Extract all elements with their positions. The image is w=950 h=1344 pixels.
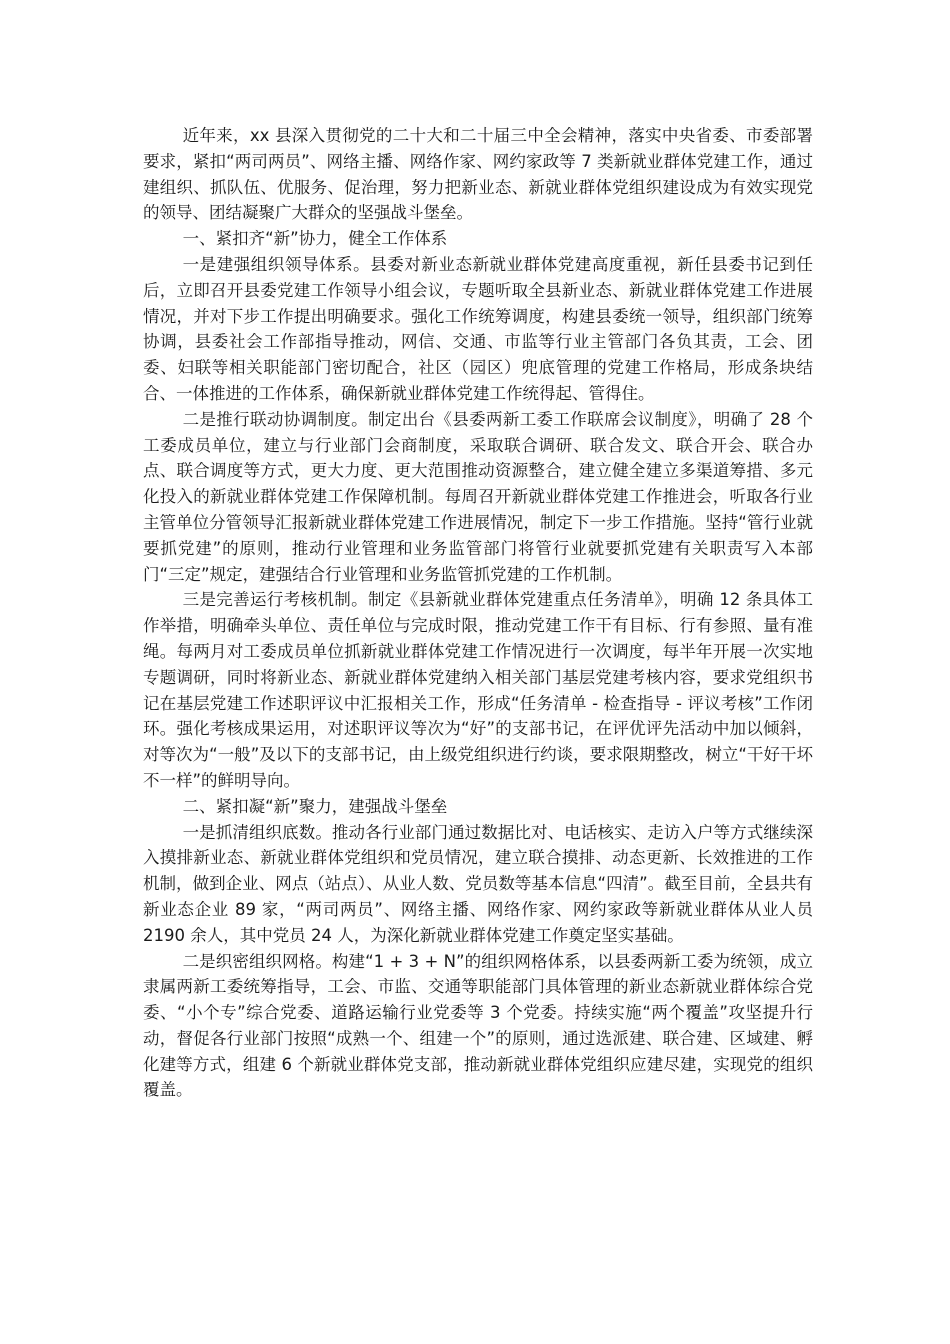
intro-paragraph: 近年来，xx 县深入贯彻党的二十大和二十届三中全会精神，落实中央省委、市委部署要求，紧扣“两司两员”、网络主播、网络作家、网约家政等 7 类新就业群体党建工作，通过建组织、抓队伍、优服务、促治理，努力把新业态、新就业群体党组织建设成为有效实现党的领导、团结凝聚广大群众的坚强战斗堡垒。 [143,126,813,223]
body-paragraph: 一是抓清组织底数。推动各行业部门通过数据比对、电话核实、走访入户等方式继续深入摸排新业态、新就业群体党组织和党员情况，建立联合摸排、动态更新、长效推进的工作机制，做到企业、网点（站点）、从业人数、党员数等基本信息“四清”。截至目前，全县共有新业态企业 89 家，“两司两员”、网络主播、网络作家、网约家政等新就业群体从业人员 2190 余人，其中党员 24 人，为深化新就业群体党建工作奠定坚实基础。 [143,822,813,945]
body-paragraph: 一是建强组织领导体系。县委对新业态新就业群体党建高度重视，新任县委书记到任后，立即召开县委党建工作领导小组会议，专题听取全县新业态、新就业群体党建工作进展情况，并对下步工作提出明确要求。强化工作统筹调度，构建县委统一领导，组织部门统筹协调，县委社会工作部指导推动，网信、交通、市监等行业主管部门各负其责，工会、团委、妇联等相关职能部门密切配合，社区（园区）兜底管理的党建工作格局，形成条块结合、一体推进的工作体系，确保新就业群体党建工作统得起、管得住。 [143,254,813,403]
body-paragraph: 二是织密组织网格。构建“1 + 3 + N”的组织网格体系，以县委两新工委为统领，成立隶属两新工委统筹指导，工会、市监、交通等职能部门具体管理的新业态新就业群体综合党委、“小个专”综合党委、道路运输行业党委等 3 个党委。持续实施“两个覆盖”攻坚提升行动，督促各行业部门按照“成熟一个、组建一个”的原则，通过选派建、联合建、区域建、孵化建等方式，组建 6 个新就业群体党支部，推动新就业群体党组织应建尽建，实现党的组织覆盖。 [143,951,813,1100]
section-heading-1: 一、紧扣齐“新”协力，健全工作体系 [182,229,448,249]
body-paragraph: 二是推行联动协调制度。制定出台《县委两新工委工作联席会议制度》，明确了 28 个工委成员单位，建立与行业部门会商制度，采取联合调研、联合发文、联合开会、联合办点、联合调度等方式，更大力度、更大范围推动资源整合，建立健全建立多渠道筹措、多元化投入的新就业群体党建工作保障机制。每周召开新就业群体党建工作推进会，听取各行业主管单位分管领导汇报新就业群体党建工作进展情况，制定下一步工作措施。坚持“管行业就要抓党建”的原则，推动行业管理和业务监管部门将管行业就要抓党建有关职责写入本部门“三定”规定，建强结合行业管理和业务监管抓党建的工作机制。 [143,409,813,584]
section-heading-2: 二、紧扣凝“新”聚力，建强战斗堡垒 [182,796,448,816]
document-body [143,123,813,1103]
body-paragraph: 三是完善运行考核机制。制定《县新就业群体党建重点任务清单》，明确 12 条具体工作举措，明确牵头单位、责任单位与完成时限，推动党建工作干有目标、行有参照、量有准绳。每两月对工委成员单位抓新就业群体党建工作情况进行一次调度，每半年开展一次实地专题调研，同时将新业态、新就业群体党建纳入相关部门基层党建考核内容，要求党组织书记在基层党建工作述职评议中汇报相关工作，形成“任务清单 - 检查指导 - 评议考核”工作闭环。强化考核成果运用，对述职评议等次为“好”的支部书记，在评优评先活动中加以倾斜，对等次为“一般”及以下的支部书记，由上级党组织进行约谈，要求限期整改，树立“干好干坏不一样”的鲜明导向。 [143,590,813,790]
